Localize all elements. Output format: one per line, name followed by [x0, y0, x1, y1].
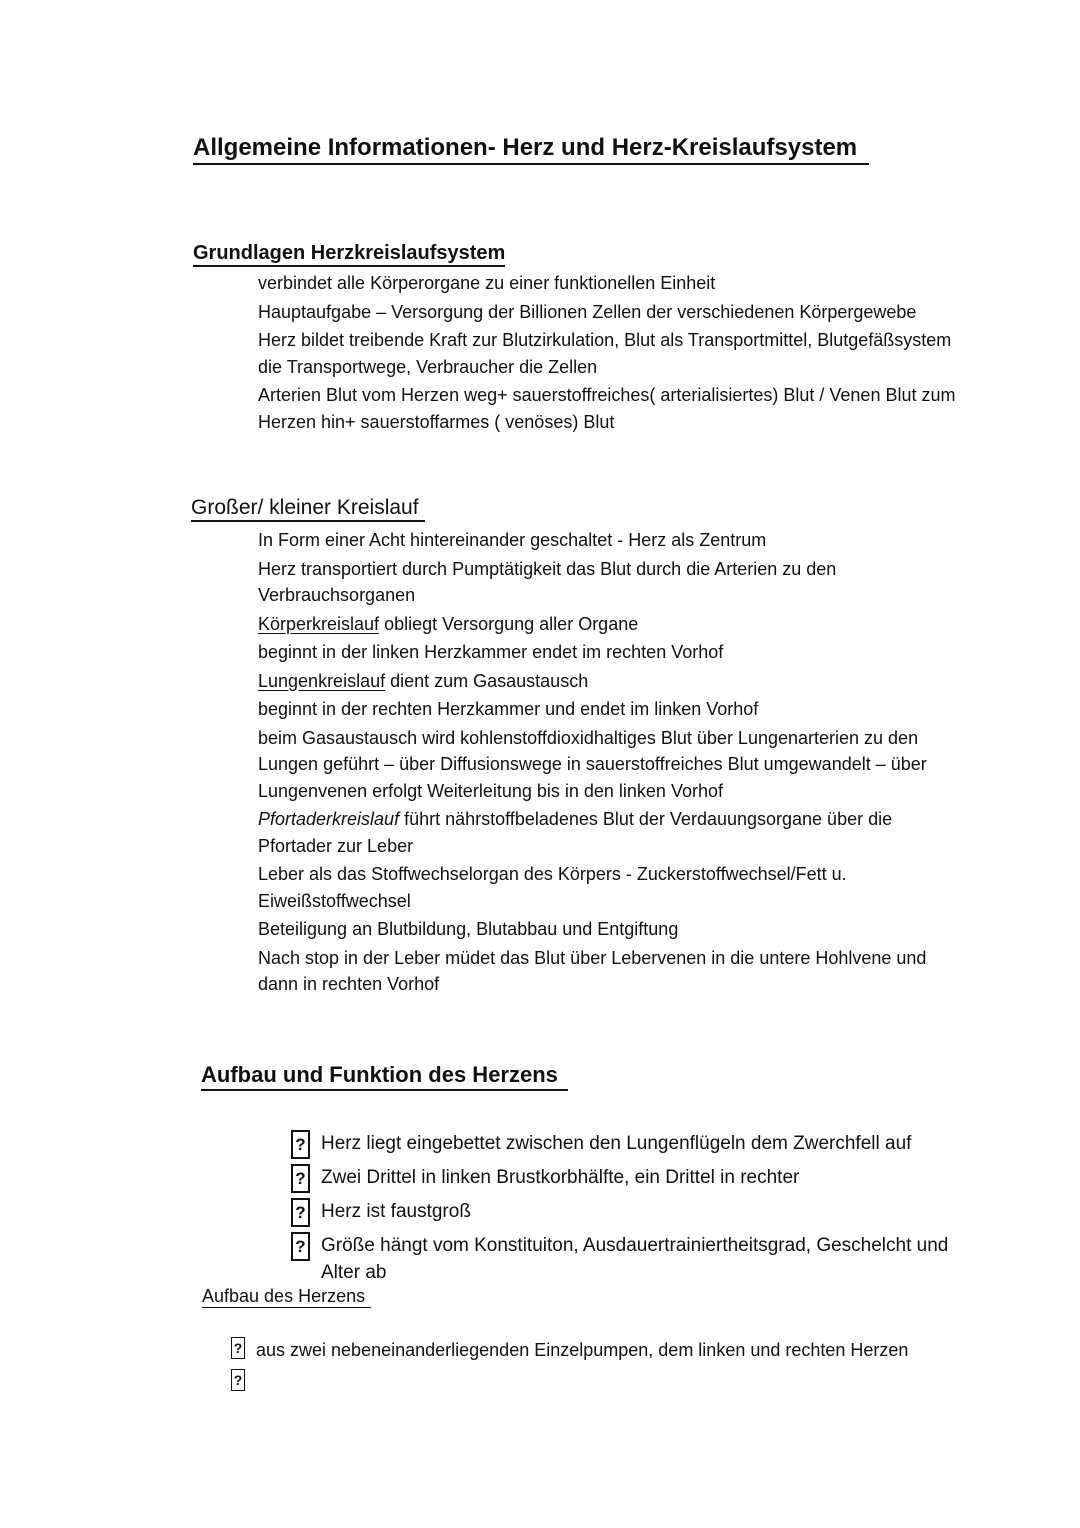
list-item — [291, 1130, 961, 1159]
paragraph: verbindet alle Körperorgane zu einer funktionellen Einheit — [258, 273, 716, 293]
page-title: Allgemeine Informationen- Herz und Herz-Kreislaufsystem — [193, 133, 869, 165]
section-heading-aufbau-des-herzens: Aufbau des Herzens — [202, 1285, 371, 1308]
list-item — [291, 1232, 961, 1286]
paragraph — [258, 806, 958, 859]
list-item — [231, 1369, 931, 1391]
paragraph-text: obliegt Versorgung aller Organe — [379, 613, 639, 634]
section-heading-kreislauf: Großer/ kleiner Kreislauf — [191, 496, 425, 522]
paragraph: beginnt in der linken Herzkammer endet im rechten Vorhof — [258, 642, 724, 662]
term-koerperkreislauf: Körperkreislauf — [258, 613, 380, 634]
list-item-text: aus zwei nebeneinanderliegenden Einzelpumpen, dem linken und rechten Herzen — [256, 1340, 909, 1360]
paragraph-text: dient zum Gasaustausch — [385, 670, 589, 691]
question-mark-icon: ? — [291, 1232, 310, 1261]
question-mark-icon: ? — [291, 1164, 310, 1193]
paragraph: Nach stop in der Leber müdet das Blut über Lebervenen in die untere Hohlvene und dann in rechten Vorhof — [258, 947, 927, 994]
question-mark-icon: ? — [291, 1198, 310, 1227]
question-mark-icon: ? — [231, 1369, 245, 1391]
question-mark-icon: ? — [231, 1337, 245, 1359]
term-lungenkreislauf: Lungenkreislauf — [258, 670, 386, 691]
section-heading-aufbau-funktion: Aufbau und Funktion des Herzens — [201, 1061, 568, 1091]
list-item — [291, 1164, 961, 1193]
section-body-grundlagen — [258, 270, 958, 437]
paragraph — [258, 668, 958, 695]
bullet-list-herz — [291, 1130, 961, 1291]
list-item-text: Größe hängt vom Konstituiton, Ausdauertrainiertheitsgrad, Geschelcht und Alter ab — [321, 1235, 949, 1283]
paragraph-text: führt nährstoffbeladenes Blut der Verdauungsorgane über die Pfortader zur Leber — [258, 809, 893, 856]
section-body-kreislauf — [258, 527, 958, 1000]
paragraph: Herz transportiert durch Pumptätigkeit das Blut durch die Arterien zu den Verbrauchsorganen — [258, 558, 837, 605]
paragraph: Arterien Blut vom Herzen weg+ sauerstoffreiches( arterialisiertes) Blut / Venen Blut zum Herzen hin+ sauerstoffarmes ( venöses) Blut — [258, 385, 956, 432]
paragraph — [258, 611, 958, 638]
paragraph: Herz bildet treibende Kraft zur Blutzirkulation, Blut als Transportmittel, Blutgefäßsystem die Transportwege, Verbraucher die Zellen — [258, 330, 952, 377]
paragraph: Leber als das Stoffwechselorgan des Körpers - Zuckerstoffwechsel/Fett u. Eiweißstoffwechsel — [258, 864, 847, 911]
list-item — [231, 1337, 931, 1363]
list-item-text: Herz ist faustgroß — [321, 1201, 471, 1222]
question-mark-icon: ? — [291, 1130, 310, 1159]
paragraph: beginnt in der rechten Herzkammer und endet im linken Vorhof — [258, 699, 759, 719]
term-pfortaderkreislauf: Pfortaderkreislauf — [258, 809, 400, 829]
paragraph: In Form einer Acht hintereinander geschaltet - Herz als Zentrum — [258, 530, 767, 550]
paragraph: Beteiligung an Blutbildung, Blutabbau und Entgiftung — [258, 919, 679, 939]
paragraph: Hauptaufgabe – Versorgung der Billionen Zellen der verschiedenen Körpergewebe — [258, 301, 917, 322]
paragraph: beim Gasaustausch wird kohlenstoffdioxidhaltiges Blut über Lungenarterien zu den Lungen geführt – über Diffusionswege in sauerstoffreiches Blut umgewandelt – über Lungenvenen erfolgt Weiterleitung bis in den linken Vorhof — [258, 727, 927, 801]
list-item — [291, 1198, 961, 1227]
section-heading-grundlagen: Grundlagen Herzkreislaufsystem — [193, 241, 505, 267]
list-item-text: Zwei Drittel in linken Brustkorbhälfte, ein Drittel in rechter — [321, 1167, 800, 1188]
bullet-list-aufbau — [231, 1337, 931, 1396]
list-item-text: Herz liegt eingebettet zwischen den Lungenflügeln dem Zwerchfell auf — [321, 1133, 912, 1154]
